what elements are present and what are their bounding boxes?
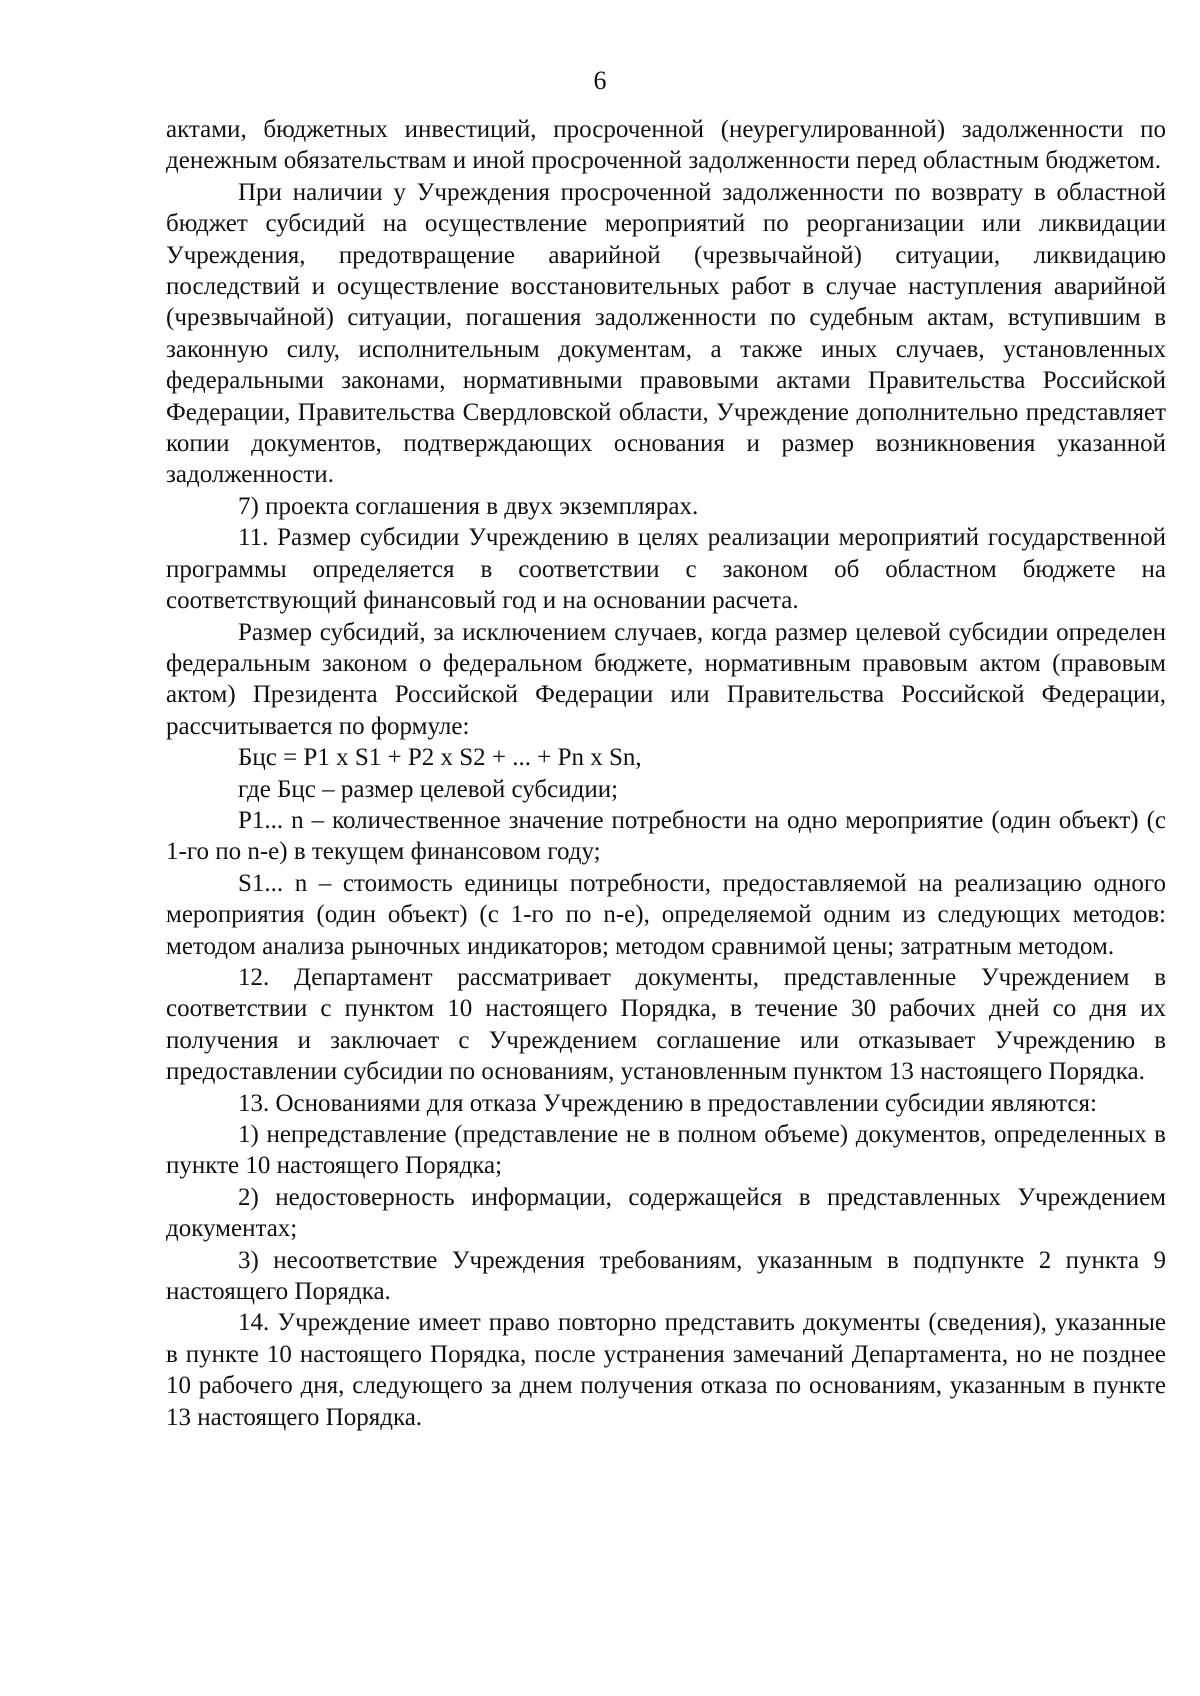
paragraph-14: 14. Учреждение имеет право повторно представить документы (сведения), указанные в пункте 10 настоящего Порядка, после устранения замечаний Департамента, но не позднее 10 рабочего дня, следующего за днем получения отказа по основаниям, указанным в пункте 13 настоящего Порядка. (166, 1309, 1166, 1431)
body-text (166, 114, 1166, 1433)
paragraph-11: 11. Размер субсидии Учреждению в целях реализации мероприятий государственной программы определяется в соответствии с законом об областном бюджете на соответствующий финансовый год и на основании расчета. (166, 524, 1166, 615)
paragraph-13-item-1: 1) непредставление (представление не в полном объеме) документов, определенных в пункте 10 настоящего Порядка; (166, 1121, 1166, 1180)
paragraph-p-definition: P1... n – количественное значение потребности на одно мероприятие (один объект) (с 1-го по n-е) в текущем финансовом году; (166, 806, 1166, 866)
paragraph-continuation: актами, бюджетных инвестиций, просроченной (неурегулированной) задолженности по денежным обязательствам и иной просроченной задолженности перед областным бюджетом. (166, 116, 1166, 175)
paragraph-13-item-2: 2) недостоверность информации, содержащейся в представленных Учреждением документах; (166, 1183, 1166, 1243)
paragraph-s-definition: S1... n – стоимость единицы потребности, предоставляемой на реализацию одного мероприятия (один объект) (с 1-го по n-е), определяемой одним из следующих методов: методом анализа рыночных индикаторов; методом сравнимой цены; затратным методом. (166, 869, 1166, 960)
paragraph-formula-where: где Бцс – размер целевой субсидии; (238, 775, 619, 803)
paragraph-item-7: 7) проекта соглашения в двух экземплярах. (238, 492, 699, 520)
paragraph-13: 13. Основаниями для отказа Учреждению в предоставлении субсидии являются: (238, 1089, 1097, 1117)
paragraph-subsidy-size: Размер субсидий, за исключением случаев, когда размер целевой субсидии определен федеральным законом о федеральном бюджете, нормативным правовым актом (правовым актом) Президента Российской Федерации или Правительства Российской Федерации, рассчитывается по формуле: (166, 618, 1166, 740)
paragraph-formula: Бцс = P1 x S1 + P2 x S2 + ... + Pn x Sn, (238, 744, 642, 772)
paragraph-overdue-debt: При наличии у Учреждения просроченной задолженности по возврату в областной бюджет субсидий на осуществление мероприятий по реорганизации или ликвидации Учреждения, предотвращение аварийной (чрезвычайной) ситуации, ликвидацию последствий и осуществление восстановительных работ в случае наступления аварийной (чрезвычайной) ситуации, погашения задолженности по судебным актам, вступившим в законную силу, исполнительным документам, а также иных случаев, установленных федеральными законами, нормативными правовыми актами Правительства Российской Федерации, Правительства Свердловской области, Учреждение дополнительно представляет копии документов, подтверждающих основания и размер возникновения указанной задолженности. (166, 178, 1166, 489)
paragraph-12: 12. Департамент рассматривает документы, представленные Учреждением в соответствии с пунктом 10 настоящего Порядка, в течение 30 рабочих дней со дня их получения и заключает с Учреждением соглашение или отказывает Учреждению в предоставлении субсидии по основаниям, установленным пунктом 13 настоящего Порядка. (166, 963, 1166, 1086)
page-number: 6 (593, 66, 607, 95)
paragraph-13-item-3: 3) несоответствие Учреждения требованиям, указанным в подпункте 2 пункта 9 настоящего Порядка. (166, 1246, 1166, 1306)
